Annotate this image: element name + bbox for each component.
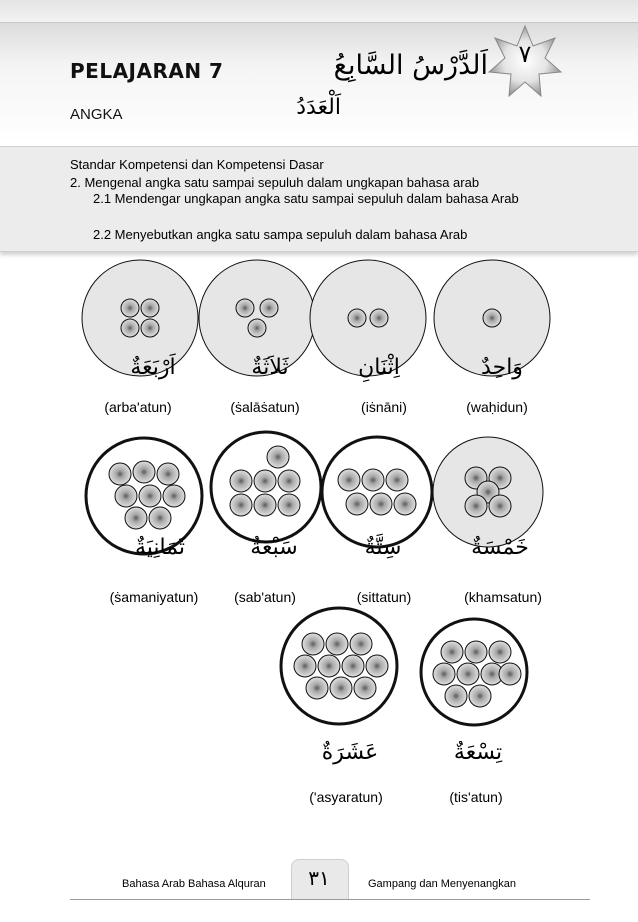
- dot-7-2: [230, 470, 252, 492]
- number-4-transliteration: (arba'atun): [104, 399, 172, 415]
- number-8-arabic: ثَمَانِيَةٌ: [134, 535, 186, 560]
- dot-8-8: [149, 507, 171, 529]
- dot-6-3: [386, 469, 408, 491]
- dot-10-3: [350, 633, 372, 655]
- dot-3-2: [260, 299, 278, 317]
- dot-10-8: [306, 677, 328, 699]
- dot-10-2: [326, 633, 348, 655]
- number-10-arabic: عَشَرَةٌ: [321, 740, 379, 765]
- dot-9-7: [499, 663, 521, 685]
- dot-10-6: [342, 655, 364, 677]
- dot-7-3: [254, 470, 276, 492]
- dot-10-1: [302, 633, 324, 655]
- dot-4-1: [121, 299, 139, 317]
- dot-6-1: [338, 469, 360, 491]
- number-5-arabic: خَمْسَةٌ: [471, 535, 529, 560]
- dot-4-3: [121, 319, 139, 337]
- dot-10-10: [354, 677, 376, 699]
- competency-heading: Standar Kompetensi dan Kompetensi Dasar: [70, 157, 324, 172]
- number-6-illustration: [322, 437, 432, 547]
- number-9-arabic: تِسْعَةٌ: [453, 740, 503, 765]
- dot-10-9: [330, 677, 352, 699]
- number-7-illustration: [211, 432, 321, 542]
- number-1-arabic: وَاحِدٌ: [481, 355, 523, 380]
- dot-8-4: [115, 485, 137, 507]
- dot-9-2: [465, 641, 487, 663]
- number-3-transliteration: (ṡalāṡatun): [230, 399, 300, 415]
- dot-3-1: [236, 299, 254, 317]
- dot-7-1: [267, 446, 289, 468]
- lesson-title: PELAJARAN 7: [70, 59, 224, 83]
- dot-9-4: [433, 663, 455, 685]
- dot-8-1: [109, 463, 131, 485]
- dot-1-1: [483, 309, 501, 327]
- competency-item-2-1-text: 2.1 Mendengar ungkapan angka satu sampai sepuluh dalam bahasa Arab: [93, 191, 519, 206]
- number-2-arabic: اِثْنَانِ: [358, 355, 400, 380]
- number-5-illustration: [433, 437, 543, 547]
- number-5-transliteration: (khamsatun): [464, 589, 542, 605]
- dot-3-3: [248, 319, 266, 337]
- dot-8-6: [163, 485, 185, 507]
- number-9-transliteration: (tis'atun): [449, 789, 503, 805]
- footer-left-text: Bahasa Arab Bahasa Alquran: [122, 878, 266, 890]
- dot-10-7: [366, 655, 388, 677]
- footer-line: [70, 899, 590, 900]
- number-8-transliteration: (ṡamaniyatun): [109, 589, 199, 605]
- top-strip: [0, 0, 638, 22]
- dot-9-8: [445, 685, 467, 707]
- dot-8-3: [157, 463, 179, 485]
- number-10-transliteration: ('asyaratun): [309, 789, 383, 805]
- number-7-arabic: سَبْعَةٌ: [250, 535, 298, 560]
- badge-number: ٧: [518, 40, 532, 68]
- dot-7-7: [278, 494, 300, 516]
- dot-9-3: [489, 641, 511, 663]
- dot-7-5: [230, 494, 252, 516]
- dot-2-1: [348, 309, 366, 327]
- dot-10-5: [318, 655, 340, 677]
- arabic-lesson-title: اَلدَّرْسُ السَّابِعُ: [333, 50, 488, 81]
- number-3-arabic: ثَلاَثَةٌ: [251, 355, 289, 380]
- page-number: ٣١: [308, 866, 330, 890]
- dot-8-7: [125, 507, 147, 529]
- number-9-illustration: [421, 619, 527, 725]
- number-10-illustration: [281, 608, 397, 724]
- dot-9-5: [457, 663, 479, 685]
- dot-4-4: [141, 319, 159, 337]
- dot-4-2: [141, 299, 159, 317]
- dot-8-2: [133, 461, 155, 483]
- dot-10-4: [294, 655, 316, 677]
- dot-9-1: [441, 641, 463, 663]
- dot-5-4: [465, 495, 487, 517]
- footer-right-text: Gampang dan Menyenangkan: [368, 878, 516, 890]
- number-2-transliteration: (iṡnāni): [361, 399, 407, 415]
- dot-2-2: [370, 309, 388, 327]
- number-7-transliteration: (sab'atun): [234, 589, 296, 605]
- dot-6-5: [370, 493, 392, 515]
- dot-6-6: [394, 493, 416, 515]
- number-1-transliteration: (waḥidun): [466, 399, 528, 415]
- number-6-transliteration: (sittatun): [356, 589, 412, 605]
- dot-6-2: [362, 469, 384, 491]
- number-4-arabic: اَرْبَعَةٌ: [130, 355, 176, 380]
- lesson-subtitle: ANGKA: [70, 106, 123, 123]
- dot-5-5: [489, 495, 511, 517]
- competency-item-2-1: [93, 191, 553, 207]
- dot-7-6: [254, 494, 276, 516]
- competency-item-2-2: 2.2 Menyebutkan angka satu sampa sepuluh dalam bahasa Arab: [93, 227, 468, 242]
- competency-item-2: 2. Mengenal angka satu sampai sepuluh dalam ungkapan bahasa arab: [70, 175, 480, 190]
- number-6-arabic: سِتَّةٌ: [364, 535, 402, 560]
- number-6-container-circle: [322, 437, 432, 547]
- dot-8-5: [139, 485, 161, 507]
- arabic-lesson-subtitle: اَلْعَدَدُ: [296, 95, 341, 120]
- dot-7-4: [278, 470, 300, 492]
- dot-6-4: [346, 493, 368, 515]
- dot-9-9: [469, 685, 491, 707]
